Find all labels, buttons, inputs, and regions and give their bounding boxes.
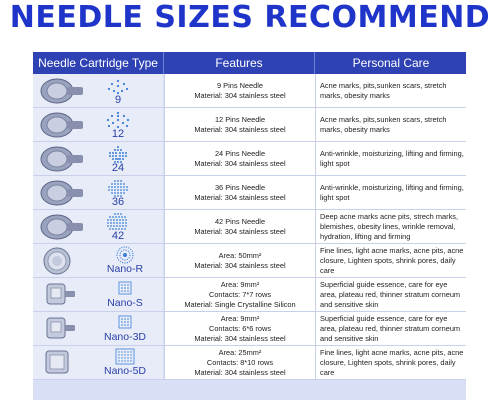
nano-cartridge-icon	[39, 246, 79, 276]
cartridge-cell	[33, 244, 163, 277]
feature-line: Material: 304 stainless steel	[194, 158, 286, 168]
feature-line: 42 Pins Needle	[214, 216, 266, 226]
feature-line: Material: 304 stainless steel	[194, 192, 286, 202]
feature-line: 12 Pins Needle	[214, 114, 266, 124]
nano-cartridge-icon	[39, 348, 79, 378]
cartridge-cell	[33, 142, 163, 175]
nano-r-pattern	[113, 246, 137, 264]
cartridge-label: 36	[111, 196, 125, 208]
table-row	[33, 244, 466, 278]
cartridge-cell	[33, 176, 163, 209]
pin-pattern	[106, 212, 130, 232]
care-cell	[315, 278, 467, 311]
care-cell	[315, 210, 467, 243]
table-row	[33, 176, 466, 210]
cartridge-cell	[33, 108, 163, 141]
cartridge-cell	[33, 312, 163, 345]
features-cell	[164, 108, 315, 141]
page-title: NEEDLE SIZES RECOMMEND	[9, 0, 491, 35]
header-features: Features	[163, 52, 314, 74]
needle-cartridge-icon	[39, 179, 85, 207]
care-text: Superficial guide essence, care for eye area, plateau red, thinner stratum corneum and sensitive skin	[320, 313, 461, 343]
nano-3d-pattern	[115, 315, 135, 331]
header-cartridge-type: Needle Cartridge Type	[38, 56, 158, 70]
feature-line: Material: 304 stainless steel	[194, 226, 286, 236]
table-header	[33, 52, 466, 74]
features-cell	[164, 346, 315, 379]
care-text: Superficial guide essence, care for eye area, plateau red, thinner stratum corneum and sensitive skin	[320, 279, 461, 309]
table-row	[33, 108, 466, 142]
feature-line: Material: 304 stainless steel	[194, 124, 286, 134]
care-text: Anti-wrinkle, moisturizing, lifting and firming, light spot	[320, 148, 464, 168]
cartridge-cell	[33, 74, 163, 107]
feature-line: 9 Pins Needle	[216, 80, 263, 90]
feature-line: 24 Pins Needle	[214, 148, 266, 158]
care-cell	[315, 74, 467, 107]
nano-s-pattern	[115, 281, 135, 297]
nano-5d-pattern	[113, 348, 137, 366]
care-cell	[315, 312, 467, 345]
table-row	[33, 142, 466, 176]
pin-pattern	[104, 111, 132, 129]
care-cell	[315, 346, 467, 379]
care-text: Fine lines, light acne marks, acne pits, acne closure, Lighten spots, shrink pores, daily care	[320, 347, 464, 377]
care-text: Acne marks, pits,sunken scars, stretch marks, obesity marks	[320, 114, 447, 134]
nano-cartridge-icon	[39, 314, 79, 344]
feature-line: Contacts: 8*10 rows	[206, 357, 274, 367]
feature-line: Material: 304 stainless steel	[194, 367, 286, 377]
pin-pattern	[103, 78, 133, 94]
needle-cartridge-icon	[39, 213, 85, 241]
care-text: Fine lines, light acne marks, acne pits, acne closure, Lighten spots, shrink pores, daily care	[320, 245, 464, 275]
needle-cartridge-icon	[39, 111, 85, 139]
features-cell	[164, 142, 315, 175]
table-row	[33, 346, 466, 380]
features-cell	[164, 312, 315, 345]
feature-line: Area: 9mm²	[220, 313, 260, 323]
header-personal-care: Personal Care	[314, 52, 467, 74]
care-cell	[315, 142, 467, 175]
needle-cartridge-icon	[39, 77, 85, 105]
care-text: Acne marks, pits,sunken scars, stretch marks, obesity marks	[320, 80, 447, 100]
features-cell	[164, 244, 315, 277]
care-cell	[315, 176, 467, 209]
cartridge-cell	[33, 346, 163, 379]
cartridge-label: 9	[114, 94, 122, 106]
cartridge-label: 12	[111, 128, 125, 140]
cartridge-label: Nano-3D	[103, 331, 147, 343]
cartridge-label: Nano-R	[106, 263, 144, 275]
feature-line: Area: 9mm²	[220, 279, 260, 289]
table-row	[33, 74, 466, 108]
care-cell	[315, 108, 467, 141]
feature-line: Contacts: 6*6 rows	[208, 323, 272, 333]
nano-cartridge-icon	[39, 280, 79, 310]
cartridge-label: 42	[111, 230, 125, 242]
cartridge-cell	[33, 210, 163, 243]
needle-cartridge-icon	[39, 145, 85, 173]
features-cell	[164, 210, 315, 243]
feature-line: Material: 304 stainless steel	[194, 333, 286, 343]
pin-pattern	[107, 145, 129, 163]
feature-line: Area: 25mm²	[218, 347, 262, 357]
care-text: Anti-wrinkle, moisturizing, lifting and firming, light spot	[320, 182, 464, 202]
care-cell	[315, 244, 467, 277]
table-row	[33, 278, 466, 312]
cartridge-label: Nano-5D	[103, 365, 147, 377]
cartridge-label: 24	[111, 162, 125, 174]
table-row	[33, 210, 466, 244]
features-cell	[164, 176, 315, 209]
needle-table	[33, 52, 466, 400]
cartridge-cell	[33, 278, 163, 311]
feature-line: Contacts: 7*7 rows	[208, 289, 272, 299]
feature-line: Material: Single Crystalline Silicon	[184, 299, 296, 309]
feature-line: Material: 304 stainless steel	[194, 90, 286, 100]
features-cell	[164, 74, 315, 107]
features-cell	[164, 278, 315, 311]
feature-line: Area: 50mm²	[218, 250, 262, 260]
cartridge-label: Nano-S	[107, 297, 143, 309]
feature-line: 36 Pins Needle	[214, 182, 266, 192]
table-row	[33, 312, 466, 346]
pin-pattern	[107, 179, 129, 197]
feature-line: Material: 304 stainless steel	[194, 260, 286, 270]
care-text: Deep acne marks acne pits, strech marks, blemishes, obesity lines, wrinkle removal, hydration, lifting and firming	[320, 211, 459, 241]
